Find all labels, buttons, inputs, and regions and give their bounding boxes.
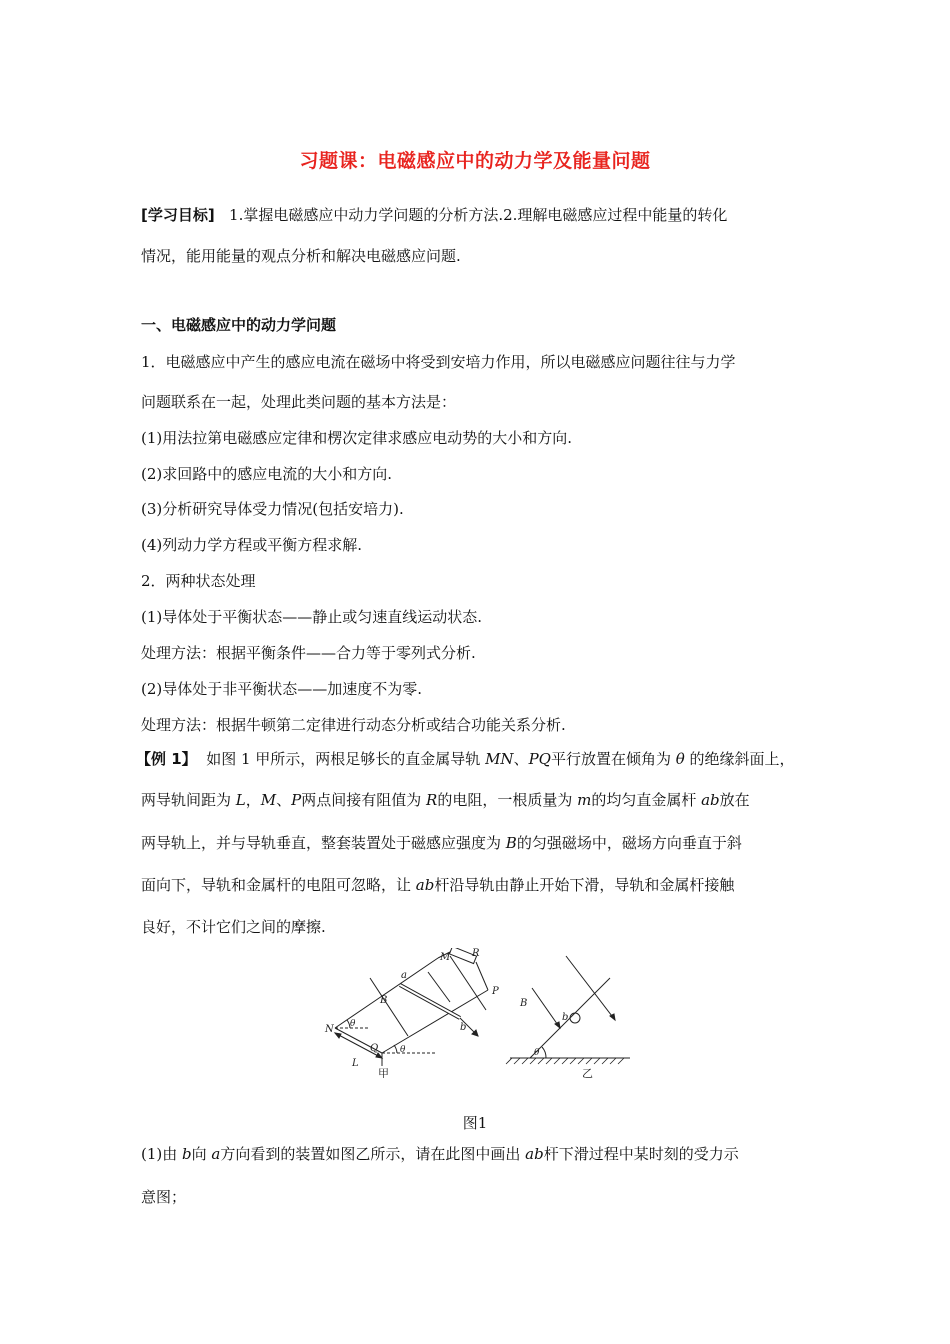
method-1: 处理方法：根据平衡条件——合力等于零列式分析.: [141, 644, 476, 662]
metal-rod-ab-inner: [400, 985, 460, 1018]
method-2: 处理方法：根据牛顿第二定律进行动态分析或结合功能关系分析.: [141, 716, 566, 734]
label-l: L: [352, 1058, 359, 1069]
ground-hatch: [506, 1058, 624, 1064]
paragraph-2: 2．两种状态处理: [141, 572, 256, 590]
label-q: Q: [370, 1043, 379, 1054]
objectives-line-1: [141, 205, 727, 225]
label-a: a: [401, 970, 407, 981]
step-4: (4)列动力学方程或平衡方程求解.: [141, 536, 363, 554]
label-r: R: [472, 948, 480, 959]
example-label: 【例 1】: [136, 750, 197, 768]
objectives-text-1: 1.掌握电磁感应中动力学问题的分析方法.2.理解电磁感应过程中能量的转化: [229, 206, 728, 224]
label-theta-right: θ: [534, 1048, 540, 1058]
rod-cross-section: [570, 1013, 580, 1023]
field-arrow-right-1: [555, 1022, 560, 1028]
example-1-line-2: 两导轨间距为 L，M、P两点间接有阻值为 R的电阻，一根质量为 m的均匀直金属杆 ab放在: [141, 791, 750, 809]
resistor-wire-right: [476, 962, 488, 990]
state-2: (2)导体处于非平衡状态——加速度不为零.: [141, 680, 423, 698]
question-1-line-1: (1)由 b向 a方向看到的装置如图乙所示，请在此图中画出 ab杆下滑过程中某时刻的受力示: [141, 1145, 739, 1163]
state-1: (1)导体处于平衡状态——静止或匀速直线运动状态.: [141, 608, 483, 626]
field-line-right-2: [566, 956, 615, 1020]
page-title: 习题课：电磁感应中的动力学及能量问题: [299, 150, 651, 172]
label-n: N: [325, 1024, 334, 1035]
field-line-2: [428, 972, 450, 1002]
figure-caption: 图1: [462, 1114, 488, 1132]
label-b-field-right: B: [520, 998, 528, 1009]
label-jia: 甲: [378, 1067, 389, 1078]
label-p: P: [492, 986, 499, 997]
rail-mn: [335, 958, 438, 1028]
step-3: (3)分析研究导体受力情况(包括安培力).: [141, 500, 404, 518]
theta-arc-q: [394, 1045, 397, 1053]
section-heading-1: 一、电磁感应中的动力学问题: [141, 316, 337, 334]
label-b: b: [460, 1022, 467, 1033]
example-1-line-3: 两导轨上，并与导轨垂直，整套装置处于磁感应强度为 B的匀强磁场中，磁场方向垂直于斜: [141, 834, 742, 852]
label-yi: 乙: [582, 1067, 593, 1078]
label-m: M: [440, 952, 451, 963]
question-1-line-2: 意图；: [141, 1188, 187, 1206]
example-1-line-1: 【例 1】 如图 1 甲所示，两根足够长的直金属导轨 MN、PQ平行放置在倾角为 θ 的绝缘斜面上，: [136, 750, 795, 768]
objectives-line-2: 情况，能用能量的观点分析和解决电磁感应问题.: [141, 247, 461, 265]
figure-1-diagram: [310, 948, 650, 1078]
step-1: (1)用法拉第电磁感应定律和楞次定律求感应电动势的大小和方向.: [141, 429, 573, 447]
paragraph-1-line-1: 1．电磁感应中产生的感应电流在磁场中将受到安培力作用，所以电磁感应问题往往与力学: [141, 353, 736, 371]
step-2: (2)求回路中的感应电流的大小和方向.: [141, 465, 393, 483]
paragraph-1-line-2: 问题联系在一起，处理此类问题的基本方法是：: [141, 393, 457, 411]
rail-pq: [382, 990, 488, 1053]
example-1-line-5: 良好，不计它们之间的摩擦.: [141, 918, 326, 936]
theta-arc-right: [542, 1047, 546, 1058]
label-theta-n: θ: [350, 1019, 356, 1029]
field-line-right-1: [532, 988, 560, 1028]
label-b-field: B: [380, 995, 388, 1006]
label-theta-q: θ: [400, 1045, 406, 1055]
objectives-label: [学习目标]: [141, 206, 215, 224]
example-1-line-4: 面向下，导轨和金属杆的电阻可忽略，让 ab杆沿导轨由静止开始下滑，导轨和金属杆接触: [141, 876, 735, 894]
dimension-l-arrow-1: [335, 1033, 341, 1038]
label-b-right: b: [562, 1012, 569, 1023]
